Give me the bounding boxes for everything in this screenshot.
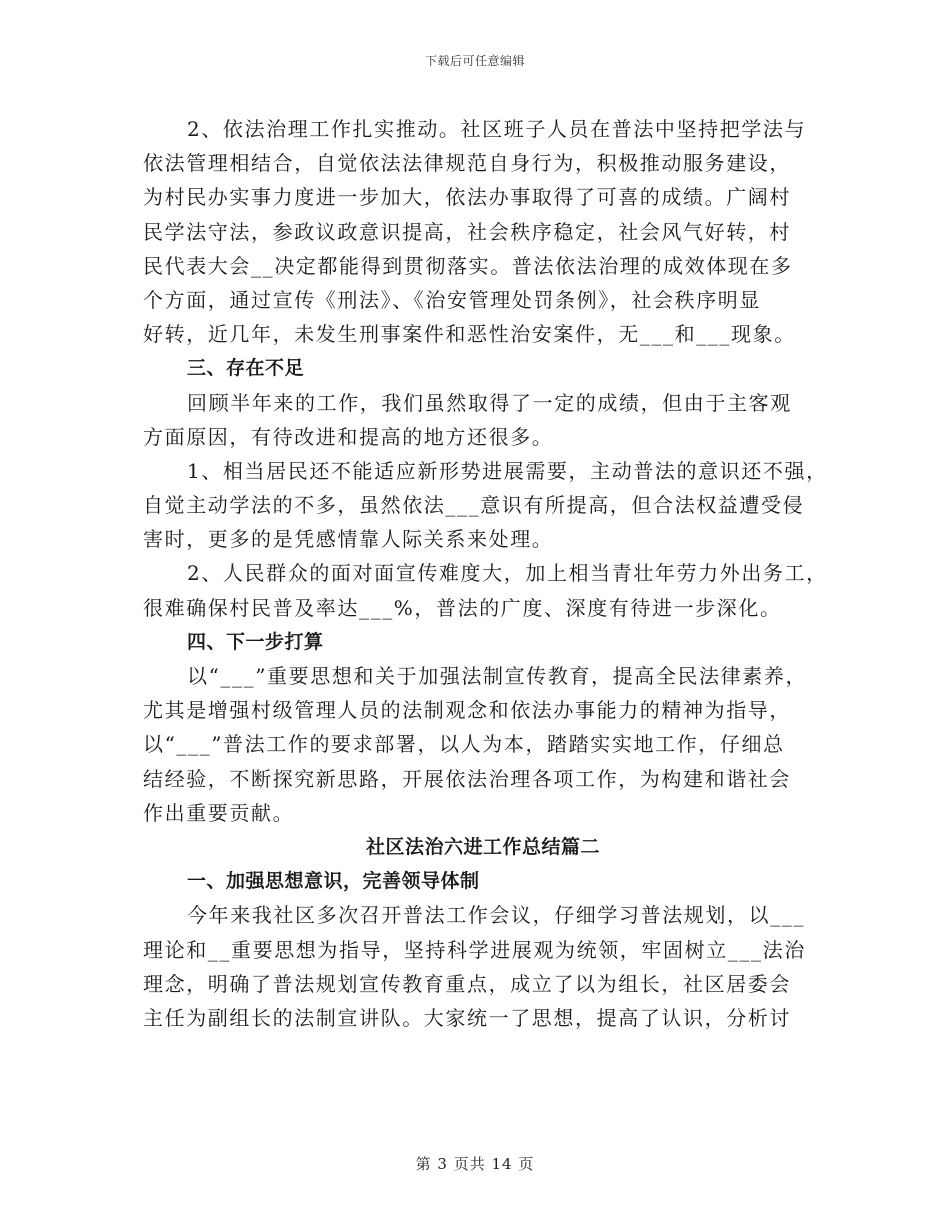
paragraph-line: 2、人民群众的面对面宣传难度大，加上相当青壮年劳力外出务工， — [187, 561, 828, 586]
paragraph-line: 理论和__重要思想为指导，坚持科学进展观为统领，牢固树立___法治 — [143, 937, 806, 962]
paragraph-line: 自觉主动学法的不多，虽然依法___意识有所提高，但合法权益遭受侵 — [143, 493, 805, 518]
paragraph-line: 个方面，通过宣传《刑法》、《治安管理处罚条例》，社会秩序明显 — [143, 287, 761, 312]
paragraph-line: 作出重要贡献。 — [143, 800, 295, 825]
paragraph-line: 结经验，不断探究新思路，开展依法治理各项工作，为构建和谐社会 — [143, 766, 791, 791]
document-title: 社区法治六进工作总结篇二 — [365, 835, 600, 858]
paragraph-line: 民学法守法，参政议政意识提高，社会秩序稳定，社会风气好转，村 — [143, 219, 791, 244]
paragraph-line: 依法管理相结合，自觉依法法律规范自身行为，积极推动服务建设， — [143, 151, 791, 176]
paragraph-line: 为村民办实事力度进一步加大，依法办事取得了可喜的成绩。广阔村 — [143, 185, 791, 210]
paragraph-line: 理念，明确了普法规划宣传教育重点，成立了以为组长，社区居委会 — [143, 971, 791, 996]
paragraph-line: 尤其是增强村级管理人员的法制观念和依法办事能力的精神为指导， — [143, 698, 791, 723]
paragraph-line: 主任为副组长的法制宣讲队。大家统一了思想，提高了认识，分析讨 — [143, 1005, 791, 1030]
page-number-footer: 第 3 页共 14 页 — [415, 1155, 535, 1173]
paragraph-line: 今年来我社区多次召开普法工作会议，仔细学习普法规划，以___ — [187, 903, 805, 928]
paragraph-line: 2、依法治理工作扎实推动。社区班子人员在普法中坚持把学法与 — [187, 117, 807, 141]
paragraph-line: 好转，近几年，未发生刑事案件和恶性治安案件，无___和___现象。 — [143, 322, 796, 347]
section-heading: 一、加强思想意识，完善领导体制 — [187, 870, 480, 893]
section-heading: 三、存在不足 — [187, 357, 305, 380]
paragraph-line: 民代表大会__决定都能得到贯彻落实。普法依法治理的成效体现在多 — [143, 253, 793, 278]
section-heading: 四、下一步打算 — [187, 630, 324, 653]
paragraph-line: 很难确保村民普及率达___%，普法的广度、深度有待进一步深化。 — [143, 595, 782, 620]
page-header: 下载后可任意编辑 — [424, 54, 525, 68]
paragraph-line: 1、相当居民还不能适应新形势进展需要，主动普法的意识还不强， — [187, 458, 828, 483]
paragraph-line: 以“___”普法工作的要求部署，以人为本，踏踏实实地工作，仔细总 — [143, 732, 785, 757]
paragraph-line: 方面原因，有待改进和提高的地方还很多。 — [143, 424, 554, 449]
paragraph-line: 以“___”重要思想和关于加强法制宣传教育，提高全民法律素养， — [187, 664, 808, 688]
paragraph-line: 回顾半年来的工作，我们虽然取得了一定的成绩，但由于主客观 — [187, 390, 792, 415]
paragraph-line: 害时，更多的是凭感情靠人际关系来处理。 — [143, 527, 554, 552]
document-body — [143, 112, 828, 1035]
